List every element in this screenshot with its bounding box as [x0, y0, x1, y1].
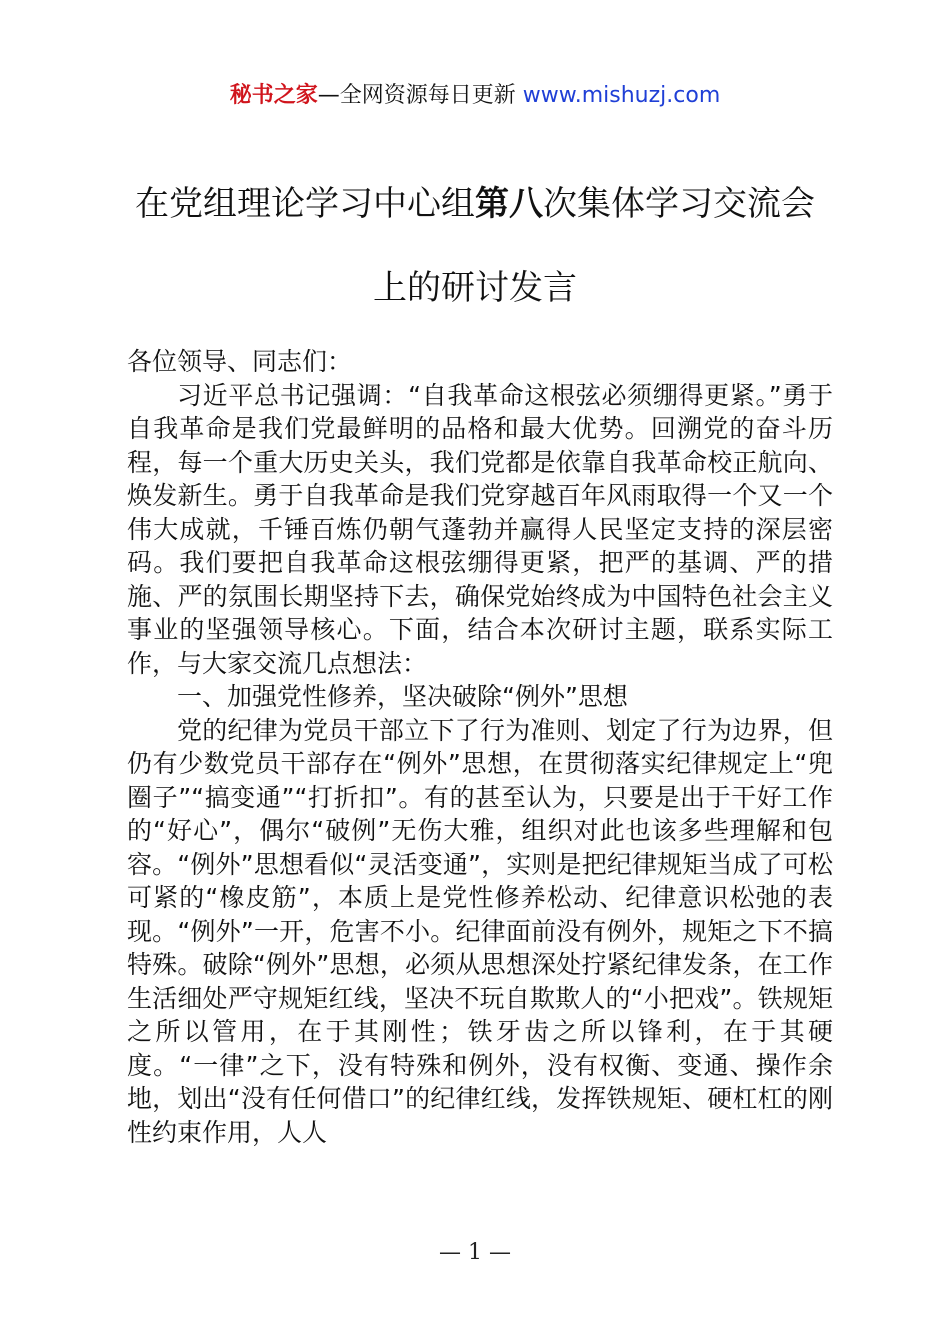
brand-name: 秘书之家	[229, 83, 318, 108]
title-line-2: 上的研讨发言	[373, 268, 577, 308]
paragraph-intro: 习近平总书记强调：“自我革命这根弦必须绷得更紧。”勇于自我革命是我们党最鲜明的品格和最大优势。回溯党的奋斗历程，每一个重大历史关头，我们党都是依靠自我革命校正航向、焕发新生。勇于自我革命是我们党穿越百年风雨取得一个又一个伟大成就，千锤百炼仍朝气蓬勃并赢得人民坚定支持的深层密码。我们要把自我革命这根弦绷得更紧，把严的基调、严的措施、严的氛围长期坚持下去，确保党始终成为中国特色社会主义事业的坚强领导核心。下面，结合本次研讨主题，联系实际工作，与大家交流几点想法：	[127, 380, 833, 678]
salutation: 各位领导、同志们：	[127, 347, 353, 376]
header-tagline: —全网资源每日更新	[317, 83, 523, 108]
page-number: — 1 —	[439, 1240, 511, 1265]
paragraph-section-1: 党的纪律为党员干部立下了行为准则、划定了行为边界，但仍有少数党员干部存在“例外”思想，在贯彻落实纪律规定上“兜圈子”“搞变通”“打折扣”。有的甚至认为，只要是出于干好工作的“好心”，偶尔“破例”无伤大雅，组织对此也该多些理解和包容。“例外”思想看似“灵活变通”，实则是把纪律规矩当成了可松可紧的“橡皮筋”，本质上是党性修养松动、纪律意识松弛的表现。“例外”一开，危害不小。纪律面前没有例外，规矩之下不搞特殊。破除“例外”思想，必须从思想深处拧紧纪律发条，在工作生活细处严守规矩红线，坚决不玩自欺欺人的“小把戏”。铁规矩之所以管用，在于其刚性；铁牙齿之所以锋利，在于其硬度。“一律”之下，没有特殊和例外，没有权衡、变通、操作余地，划出“没有任何借口”的纪律红线，发挥铁规矩、硬杠杠的刚性约束作用，人人	[127, 715, 833, 1147]
title-part-1: 在党组理论学习中心组	[135, 184, 475, 224]
website-url[interactable]: www.mishuzj.com	[522, 83, 721, 108]
site-header	[0, 80, 950, 112]
document-title	[100, 162, 850, 330]
title-line-1	[100, 162, 850, 246]
section-heading-1: 一、加强党性修养，坚决破除“例外”思想	[177, 682, 628, 711]
title-part-2: 次集体学习交流会	[543, 184, 815, 224]
document-body	[127, 345, 833, 1149]
title-bold-part: 第八	[475, 184, 543, 224]
